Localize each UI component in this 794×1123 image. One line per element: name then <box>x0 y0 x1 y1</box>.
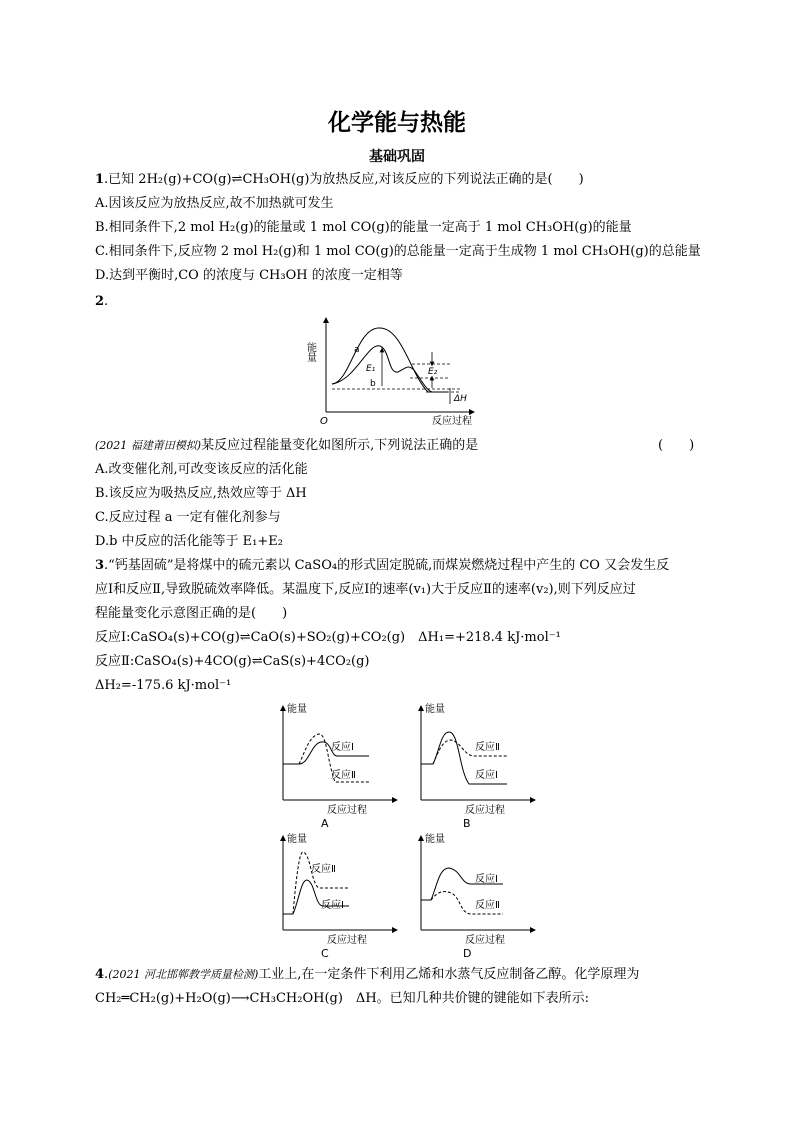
question-3-line2: 应Ⅰ和反应Ⅱ,导致脱硫效率降低。某温度下,反应Ⅰ的速率(v₁)大于反应Ⅱ的速率(v₂),则下列反应过 <box>95 582 636 597</box>
q1-option-d: D.达到平衡时,CO 的浓度与 CH₃OH 的浓度一定相等 <box>95 268 403 283</box>
label-reaction-1: 反应Ⅰ <box>475 770 498 781</box>
option-letter: D <box>463 947 472 960</box>
question-4-stem <box>95 966 639 984</box>
section-title: 基础巩固 <box>369 149 425 165</box>
graph-c <box>265 830 405 960</box>
page-title: 化学能与热能 <box>328 110 466 136</box>
question-4-line2: CH₂═CH₂(g)+H₂O(g)⟶CH₃CH₂OH(g) ΔH。已知几种共价键的键能如下表所示: <box>95 991 590 1006</box>
graph-b <box>403 700 543 830</box>
q1-option-c: C.相同条件下,反应物 2 mol H₂(g)和 1 mol CO(g)的总能量一定高于生成物 1 mol CH₃OH(g)的总能量 <box>95 244 701 259</box>
question-number: 2 <box>95 294 105 309</box>
e1-label: E₁ <box>366 364 376 374</box>
option-letter: A <box>321 817 329 830</box>
q2-energy-diagram <box>304 312 480 430</box>
question-dot: . <box>104 294 109 309</box>
question-dot: . <box>104 967 109 982</box>
question-text: 工业上,在一定条件下利用乙烯和水蒸气反应制备乙醇。化学原理为 <box>258 967 640 982</box>
graph-d <box>403 830 543 960</box>
curve-a <box>332 328 448 392</box>
question-source: (2021 福建莆田模拟) <box>95 439 202 452</box>
y-label: 能量 <box>425 834 445 845</box>
x-label: 反应过程 <box>465 935 505 946</box>
dh-label: ΔH <box>454 394 467 404</box>
q1-option-b: B.相同条件下,2 mol H₂(g)的能量或 1 mol CO(g)的能量一定高于 1 mol CH₃OH(g)的能量 <box>95 220 632 235</box>
reaction-2: 反应Ⅱ:CaSO₄(s)+4CO(g)⇌CaS(s)+4CO₂(g) <box>95 654 370 669</box>
question-2-stem <box>95 437 478 455</box>
label-reaction-2: 反应Ⅱ <box>475 742 500 753</box>
curve-a-label: a <box>354 345 360 355</box>
question-2-number <box>95 293 108 311</box>
label-reaction-2: 反应Ⅱ <box>475 900 500 911</box>
reaction-2-dh: ΔH₂=-175.6 kJ·mol⁻¹ <box>95 678 232 693</box>
question-source: (2021 河北邯郸教学质量检测) <box>108 968 259 981</box>
question-number: 3 <box>95 558 105 573</box>
label-reaction-2: 反应Ⅱ <box>331 770 356 781</box>
question-text: .“钙基固硫”是将煤中的硫元素以 CaSO₄的形式固定脱硫,而煤炭燃烧过程中产生的 CO 又会发生反 <box>104 558 670 573</box>
label-reaction-1: 反应Ⅰ <box>331 742 354 753</box>
x-label: 反应过程 <box>465 805 505 816</box>
x-label: 反应过程 <box>327 935 367 946</box>
origin-label: O <box>320 416 328 427</box>
e2-label: E₂ <box>428 367 438 377</box>
q2-option-a: A.改变催化剂,可改变该反应的活化能 <box>95 462 308 477</box>
question-3-line1 <box>95 557 669 575</box>
label-reaction-1: 反应Ⅰ <box>475 874 498 885</box>
y-axis-label: 能量 <box>304 342 316 362</box>
label-reaction-1: 反应Ⅰ <box>321 900 344 911</box>
answer-paren: ( ) <box>658 438 695 453</box>
option-letter: B <box>463 817 471 830</box>
question-1-stem <box>95 171 584 189</box>
x-axis-label: 反应过程 <box>432 416 472 427</box>
reaction-1: 反应Ⅰ:CaSO₄(s)+CO(g)⇌CaO(s)+SO₂(g)+CO₂(g) ΔH₁=+218.4 kJ·mol⁻¹ <box>95 630 561 645</box>
question-text: 某反应过程能量变化如图所示,下列说法正确的是 <box>201 438 479 453</box>
q2-option-d: D.b 中反应的活化能等于 E₁+E₂ <box>95 534 283 549</box>
x-label: 反应过程 <box>327 805 367 816</box>
q2-option-b: B.该反应为吸热反应,热效应等于 ΔH <box>95 486 307 501</box>
curve-b-label: b <box>370 379 376 389</box>
question-3-line3: 程能量变化示意图正确的是( ) <box>95 606 288 621</box>
y-label: 能量 <box>425 704 445 715</box>
question-text: .已知 2H₂(g)+CO(g)⇌CH₃OH(g)为放热反应,对该反应的下列说法正确的是( ) <box>104 172 584 187</box>
q2-option-c: C.反应过程 a 一定有催化剂参与 <box>95 510 281 525</box>
graph-a <box>265 700 405 830</box>
label-reaction-2: 反应Ⅱ <box>311 864 336 875</box>
y-label: 能量 <box>287 834 307 845</box>
question-number: 4 <box>95 967 105 982</box>
question-number: 1 <box>95 172 105 187</box>
option-letter: C <box>321 947 329 960</box>
q1-option-a: A.因该反应为放热反应,故不加热就可发生 <box>95 196 334 211</box>
y-label: 能量 <box>287 704 307 715</box>
